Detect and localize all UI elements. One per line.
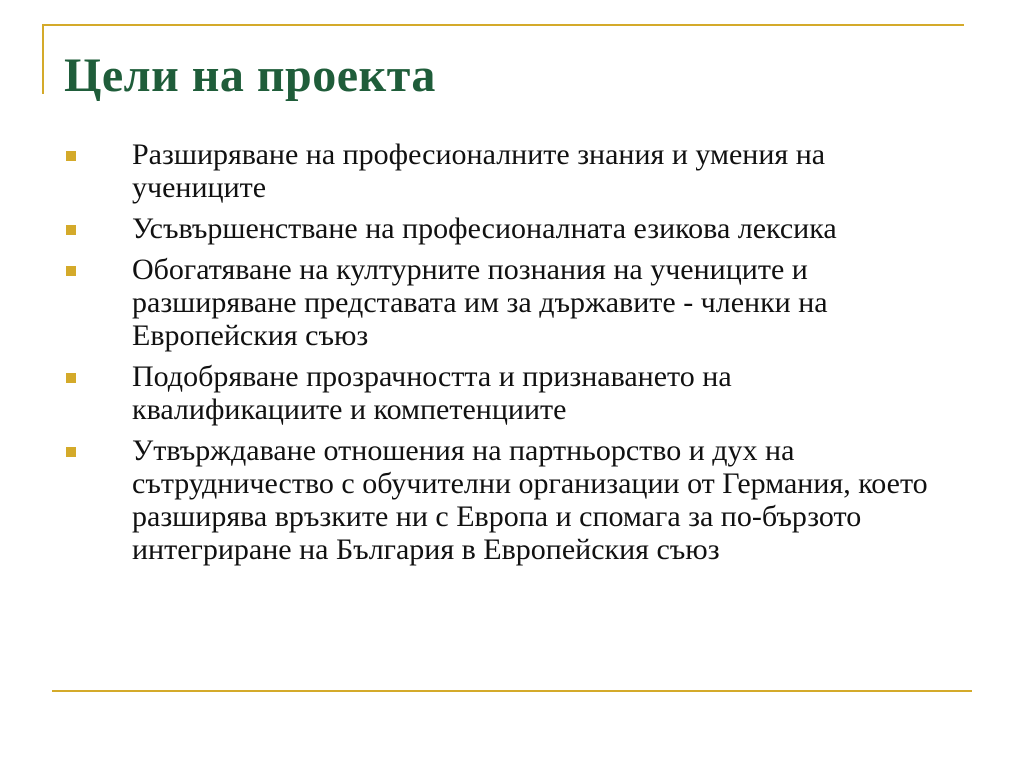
slide-title: Цели на проекта xyxy=(64,49,436,102)
frame-top-rule xyxy=(42,24,964,26)
bullet-list xyxy=(64,138,944,574)
square-bullet-icon xyxy=(66,447,76,457)
square-bullet-icon xyxy=(66,151,76,161)
bullet-item xyxy=(64,212,944,245)
bullet-text: Подобряване прозрачността и признаването на квалификациите и компетенциите xyxy=(132,360,732,426)
bullet-text: Разширяване на професионалните знания и умения на учениците xyxy=(132,138,826,204)
square-bullet-icon xyxy=(66,225,76,235)
bullet-text: Утвърждаване отношения на партньорство и дух на сътрудничество с обучителни организации от Германия, което разширява връзките ни с Европа и спомага за по-бързото интегриране на България в Европейския съюз xyxy=(132,434,928,566)
bullet-item xyxy=(64,253,944,352)
bullet-item xyxy=(64,434,944,566)
square-bullet-icon xyxy=(66,373,76,383)
bullet-item xyxy=(64,360,944,426)
bullet-text: Усъвършенстване на професионалната езикова лексика xyxy=(132,212,837,245)
bullet-item xyxy=(64,138,944,204)
frame-left-rule xyxy=(42,24,44,94)
frame-bottom-rule xyxy=(52,690,972,692)
bullet-text: Обогатяване на културните познания на учениците и разширяване представата им за държавите - членки на Европейския съюз xyxy=(132,253,828,352)
square-bullet-icon xyxy=(66,266,76,276)
